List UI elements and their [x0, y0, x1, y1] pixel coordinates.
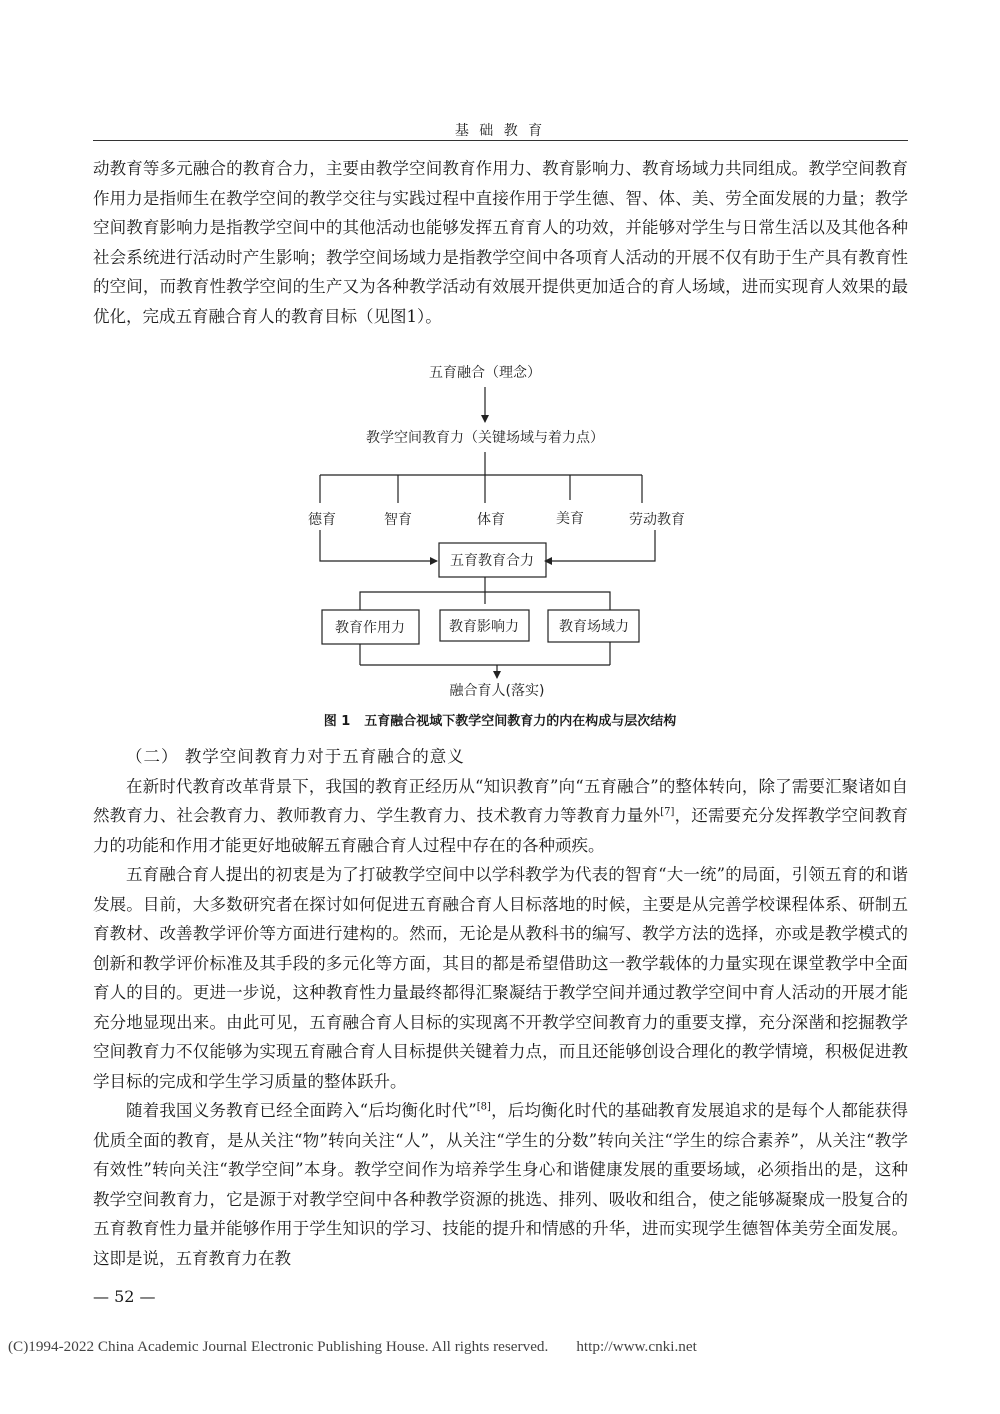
paragraph-2-text-a: 在新时代教育改革背景下，我国的教育正经历从“知识教育”向“五育融合”的整体转向，除了需要汇聚诸如自然教育力、社会教育力、教师教育力、学生教育力、技术教育力等教育力量外: [93, 776, 908, 825]
paragraph-2-text-b: ，还需要充分发挥教学空间教育力的功能和作用才能更好地破解五育融合育人过程中存在的各种顽疾。: [93, 806, 909, 855]
paragraph-4-text-b: ，后均衡化时代的基础教育发展追求的是每个人都能获得优质全面的教育，是从关注“物”转向关注“人”，从关注“学生的分数”转向关注“学生的综合素养”，从关注“教学有效性”转向关注“教学空间”本身。教学空间作为培养学生身心和谐健康发展的重要场域，必须指出的是，这种教学空间教育力，它是源于对教学空间中各种教学资源的挑选、排列、吸收和组合，使之能够凝聚成一股复合的五育教育性力量并能够作用于学生知识的学习、技能的提升和情感的升华，进而实现学生德智体美劳全面发展。这即是说，五育教育力在教: [93, 1101, 909, 1268]
paragraph-4: [93, 1096, 908, 1273]
citation-7[interactable]: [7]: [660, 806, 675, 818]
node-physical-education: 体育: [477, 512, 505, 528]
node-five-education-concept: 五育融合（理念）: [429, 365, 541, 381]
paragraph-3: 五育融合育人提出的初衷是为了打破教学空间中以学科教学为代表的智育“大一统”的局面，引领五育的和谐发展。目前，大多数研究者在探讨如何促进五育融合育人目标落地的时候，主要是从完善学校课程体系、研制五育教材、改善教学评价等方面进行建构的。然而，无论是从教科书的编写、教学方法的选择，亦或是教学模式的创新和教学评价标准及其手段的多元化等方面，其目的都是希望借助这一教学载体的力量实现在课堂教学中全面育人的目的。更进一步说，这种教育性力量最终都得汇聚凝结于教学空间并通过教学空间中育人活动的开展才能充分地显现出来。由此可见，五育融合育人目标的实现离不开教学空间教育力的重要支撑，充分深凿和挖掘教学空间教育力不仅能够为实现五育融合育人目标提供关键着力点，而且还能够创设合理化的教学情境，积极促进教学目标的完成和学生学习质量的整体跃升。: [93, 865, 908, 1091]
figure-caption-text: 五育融合视域下教学空间教育力的内在构成与层次结构: [364, 714, 677, 729]
header-divider: [93, 140, 908, 141]
cnki-link[interactable]: http://www.cnki.net: [576, 1338, 697, 1355]
paragraph-2: [93, 772, 908, 861]
node-intellectual-education: 智育: [384, 512, 412, 528]
section-subheading: （二） 教学空间教育力对于五育融合的意义: [126, 747, 465, 766]
body-text-bottom: [93, 742, 908, 1273]
paragraph-4-text-a: 随着我国义务教育已经全面跨入“后均衡化时代”: [126, 1101, 477, 1120]
node-moral-education: 德育: [308, 512, 336, 528]
node-influence-force: 教育影响力: [449, 619, 519, 635]
arrow-moral-to-center: [320, 530, 437, 561]
node-combined-force: 五育教育合力: [450, 553, 534, 569]
body-text-top: [93, 154, 908, 331]
node-field-force: 教育场域力: [559, 619, 629, 635]
figure-caption: [0, 710, 1000, 729]
figure-caption-number: 图 1: [323, 714, 351, 729]
node-aesthetic-education: 美育: [556, 511, 584, 527]
copyright-text: (C)1994-2022 China Academic Journal Electronic Publishing House. All rights reserved.: [8, 1338, 549, 1355]
copyright-footer: [8, 1338, 993, 1356]
node-labor-education: 劳动教育: [629, 512, 685, 528]
paragraph-continued: 动教育等多元融合的教育合力，主要由教学空间教育作用力、教育影响力、教育场域力共同组成。教学空间教育作用力是指师生在教学空间的教学交往与实践过程中直接作用于学生德、智、体、美、劳全面发展的力量；教学空间教育影响力是指教学空间中的其他活动也能够发挥五育育人的功效，并能够对学生与日常生活以及其他各种社会系统进行活动时产生影响；教学空间场域力是指教学空间中各项育人活动的开展不仅有助于生产具有教育性的空间，而教育性教学空间的生产又为各种教学活动有效展开提供更加适合的育人场域，进而实现育人效果的最优化，完成五育融合育人的教育目标（见图1）。: [93, 159, 908, 326]
diagram-svg: [300, 360, 700, 705]
arrow-labor-to-center: [545, 530, 655, 561]
node-teaching-space-force: 教学空间教育力（关键场域与着力点）: [366, 430, 604, 446]
node-integrated-education-outcome: 融合育人(落实): [449, 683, 545, 699]
running-header-title: 基 础 教 育: [454, 123, 546, 139]
citation-8[interactable]: [8]: [476, 1101, 491, 1113]
node-action-force: 教育作用力: [335, 620, 405, 636]
figure-1-diagram: [300, 360, 700, 705]
page-number: — 52 —: [93, 1287, 156, 1306]
